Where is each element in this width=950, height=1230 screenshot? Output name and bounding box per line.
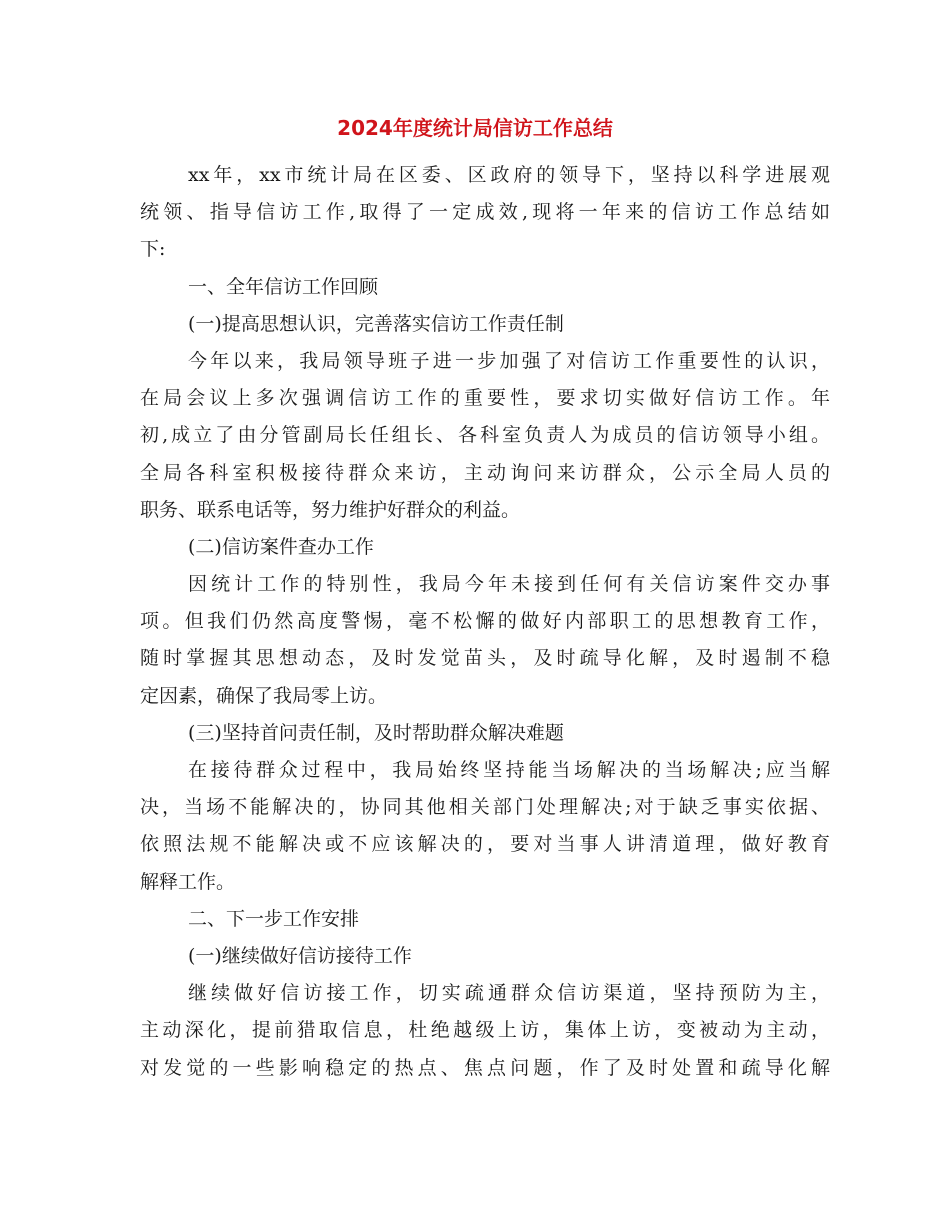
document-body — [140, 157, 830, 1087]
subsection-heading: (二)信访案件查办工作 — [188, 535, 374, 558]
paragraph-line: 定因素，确保了我局零上访。 — [140, 684, 388, 707]
paragraph-line: 解释工作。 — [140, 870, 236, 893]
document-title: 2024年度统计局信访工作总结 — [337, 116, 613, 140]
paragraph-line: 决，当场不能解决的，协同其他相关部门处理解决;对于缺乏事实依据、 — [140, 796, 830, 819]
paragraph-line: 随时掌握其思想动态，及时发觉苗头，及时疏导化解，及时遏制不稳 — [140, 647, 830, 670]
paragraph-line: 主动深化，提前猎取信息，杜绝越级上访，集体上访，变被动为主动， — [140, 1019, 830, 1042]
paragraph-line: 对发觉的一些影响稳定的热点、焦点问题，作了及时处置和疏导化解 — [140, 1056, 830, 1079]
paragraph-line: 统领、指导信访工作,取得了一定成效,现将一年来的信访工作总结如 — [140, 201, 830, 224]
paragraph-line: 职务、联系电话等，努力维护好群众的利益。 — [140, 498, 521, 521]
paragraph-line: xx年，xx市统计局在区委、区政府的领导下，坚持以科学进展观 — [188, 164, 830, 186]
subsection-heading: (三)坚持首问责任制，及时帮助群众解决难题 — [188, 721, 564, 744]
subsection-heading: (一)继续做好信访接待工作 — [188, 944, 412, 967]
paragraph-line: 在局会议上多次强调信访工作的重要性，要求切实做好信访工作。年 — [140, 387, 830, 410]
subsection-heading: (一)提高思想认识，完善落实信访工作责任制 — [188, 312, 564, 335]
paragraph-line: 下: — [140, 238, 166, 261]
paragraph-line: 继续做好信访接工作，切实疏通群众信访渠道，坚持预防为主， — [188, 982, 830, 1005]
paragraph-line: 项。但我们仍然高度警惕，毫不松懈的做好内部职工的思想教育工作， — [140, 610, 830, 633]
paragraph-line: 全局各科室积极接待群众来访，主动询问来访群众，公示全局人员的 — [140, 461, 830, 484]
section-heading: 二、下一步工作安排 — [188, 907, 360, 930]
paragraph-line: 今年以来，我局领导班子进一步加强了对信访工作重要性的认识， — [188, 349, 830, 372]
section-heading: 一、全年信访工作回顾 — [188, 275, 379, 298]
paragraph-line: 因统计工作的特别性，我局今年未接到任何有关信访案件交办事 — [188, 573, 830, 596]
paragraph-line: 依照法规不能解决或不应该解决的，要对当事人讲清道理，做好教育 — [140, 833, 830, 856]
paragraph-line: 初,成立了由分管副局长任组长、各科室负责人为成员的信访领导小组。 — [140, 424, 830, 447]
paragraph-line: 在接待群众过程中，我局始终坚持能当场解决的当场解决;应当解 — [188, 759, 830, 781]
